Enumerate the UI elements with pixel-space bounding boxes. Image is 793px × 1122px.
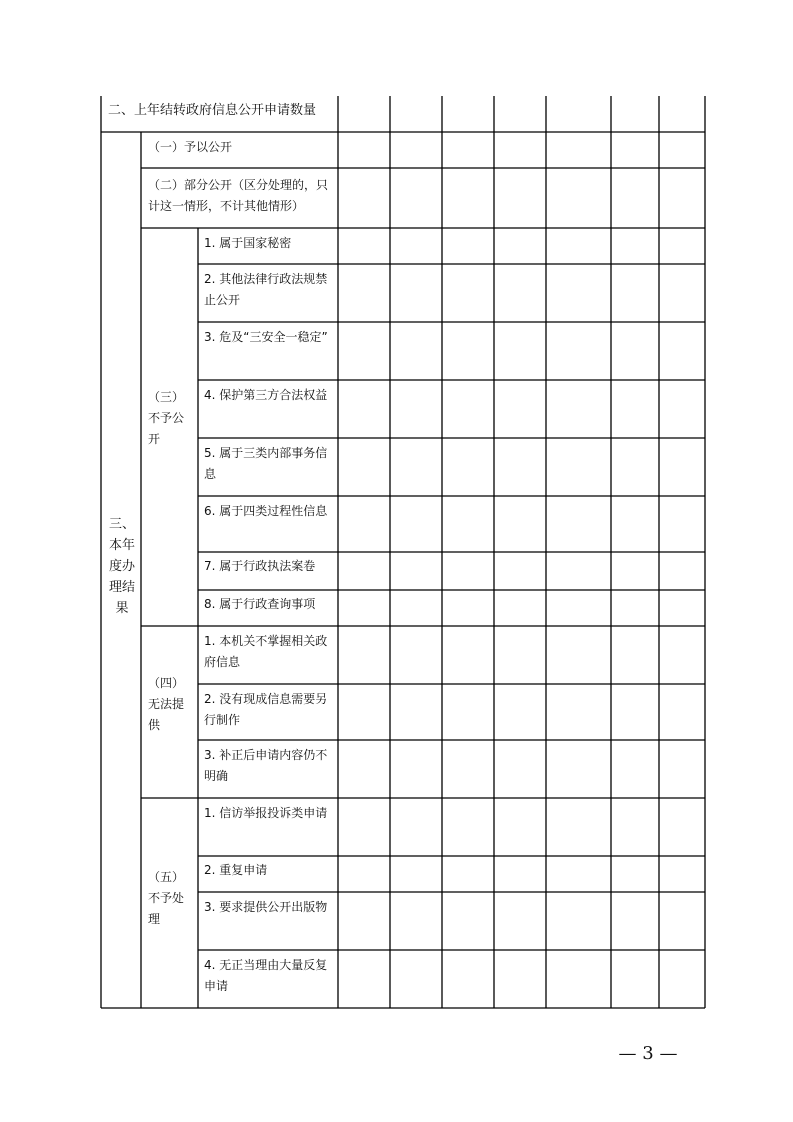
cannot-provide-item-3: 3. 补正后申请内容仍不明确 xyxy=(204,748,328,783)
not-processed-item-2: 2. 重复申请 xyxy=(204,863,268,877)
not-disclosed-item-2: 2. 其他法律行政法规禁止公开 xyxy=(204,272,328,307)
not-disclosed-item-1: 1. 属于国家秘密 xyxy=(204,236,292,250)
group-cannot-provide-label: （四）无法提供 xyxy=(148,676,185,732)
row-carryover-label: 二、上年结转政府信息公开申请数量 xyxy=(108,103,317,118)
not-disclosed-item-8: 8. 属于行政查询事项 xyxy=(204,597,316,611)
page-number: — 3 — xyxy=(618,1043,678,1064)
group-not-disclosed-label: （三）不予公开 xyxy=(148,390,185,446)
cannot-provide-item-2: 2. 没有现成信息需要另行制作 xyxy=(204,692,328,727)
not-processed-item-1: 1. 信访举报投诉类申请 xyxy=(204,806,328,820)
section-annual-results-label: 三、本年度办理结果 xyxy=(109,517,136,616)
not-processed-item-3: 3. 要求提供公开出版物 xyxy=(204,900,328,914)
not-processed-item-4: 4. 无正当理由大量反复申请 xyxy=(204,958,328,993)
row-publicly-disclosed-label: （一）予以公开 xyxy=(148,140,233,154)
not-disclosed-item-5: 5. 属于三类内部事务信息 xyxy=(204,446,328,481)
not-disclosed-item-7: 7. 属于行政执法案卷 xyxy=(204,559,316,573)
cannot-provide-item-1: 1. 本机关不掌握相关政府信息 xyxy=(204,634,328,669)
row-partially-disclosed-label: （二）部分公开（区分处理的，只计这一情形，不计其他情形） xyxy=(148,178,329,213)
not-disclosed-item-4: 4. 保护第三方合法权益 xyxy=(204,388,328,402)
not-disclosed-item-3: 3. 危及“三安全一稳定” xyxy=(204,330,328,344)
not-disclosed-item-6: 6. 属于四类过程性信息 xyxy=(204,504,328,518)
group-not-processed-label: （五）不予处理 xyxy=(148,870,185,926)
